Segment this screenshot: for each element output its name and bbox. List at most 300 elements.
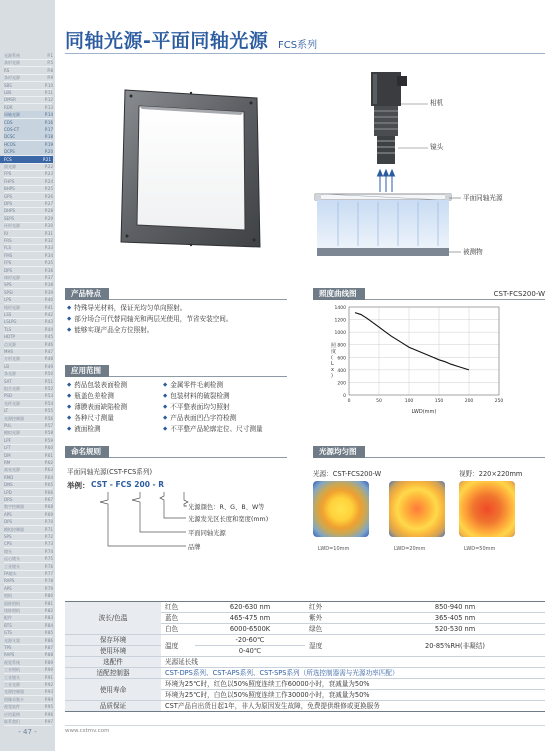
sidebar-item-page: P.23	[44, 171, 53, 177]
sidebar-item-label: RAPS	[4, 652, 15, 658]
sidebar-item-page: P.59	[44, 437, 53, 443]
application-item: ◆ 药品包装表面检测	[67, 380, 127, 391]
sidebar-item[interactable]	[4, 200, 53, 207]
sidebar-item[interactable]	[4, 355, 53, 362]
feature-item: ◆ 特殊导光材料，保证光均匀单向照射。	[67, 303, 232, 314]
sidebar-item-label: SPS	[4, 282, 12, 288]
sidebar-item[interactable]	[4, 178, 53, 185]
sidebar-item-label: LBS	[4, 90, 12, 95]
sidebar-item-label: 球形光源	[4, 275, 20, 280]
y-tick-label: 1200	[334, 318, 346, 324]
sidebar-item[interactable]	[4, 600, 53, 607]
sidebar-item[interactable]	[4, 385, 53, 392]
sidebar-item-page: P.87	[44, 645, 53, 650]
sidebar-item[interactable]	[4, 415, 53, 422]
heatmap-lwd-20	[389, 481, 445, 537]
spec-label: 波长/色温	[65, 602, 161, 635]
y-tick-label: 600	[337, 356, 346, 362]
sidebar-item[interactable]	[4, 111, 53, 118]
sidebar-item[interactable]	[4, 341, 53, 348]
features-list	[67, 303, 232, 336]
y-axis-label: 照度( L x )	[331, 343, 337, 379]
sidebar-item-page: P.29	[44, 215, 53, 221]
sidebar-item-label: DPS	[4, 519, 13, 525]
sidebar-item-page: P.10	[44, 82, 53, 88]
applications-col-2	[163, 380, 263, 435]
spec-cell: -20-60℃	[195, 635, 305, 646]
spec-cell: 20-85%RH(非凝结)	[365, 635, 545, 657]
sidebar-item-page: P.97	[44, 719, 53, 724]
sidebar-item[interactable]	[4, 540, 53, 547]
sidebar-item[interactable]	[4, 614, 53, 621]
sidebar-item-label: 光源控制器	[4, 415, 24, 421]
sidebar-item-page: P.32	[44, 238, 53, 243]
sidebar-item[interactable]	[4, 82, 53, 89]
label-object: 被测物	[463, 248, 483, 256]
naming-example-label: 举例：	[67, 481, 90, 490]
sidebar-item[interactable]	[4, 222, 53, 229]
sidebar-item-page: P.65	[44, 482, 53, 488]
sidebar-item-label: LPF	[4, 437, 11, 443]
sidebar-item[interactable]	[4, 459, 53, 466]
sidebar-item-page: P.19	[44, 141, 53, 147]
sidebar-item[interactable]	[4, 526, 53, 533]
sidebar-item[interactable]	[4, 696, 53, 703]
sidebar-item[interactable]	[4, 52, 53, 59]
sidebar-item[interactable]	[4, 607, 53, 614]
sidebar-item-page: P.89	[44, 659, 53, 665]
sidebar-item-label: RDR	[4, 104, 13, 110]
sidebar-item-page: P.84	[44, 622, 53, 628]
sidebar-item[interactable]	[4, 666, 53, 673]
sidebar-item-page: P.37	[44, 275, 53, 280]
sidebar-item[interactable]	[4, 333, 53, 340]
sidebar-item[interactable]	[4, 437, 53, 444]
sidebar-item[interactable]	[4, 318, 53, 325]
table-row	[65, 635, 545, 646]
x-tick-label: 100	[404, 399, 414, 404]
sidebar-item[interactable]	[4, 629, 53, 636]
application-item: ◆ 产品表面凹凸字符检测	[163, 413, 263, 424]
sidebar-item-page: P.95	[44, 704, 53, 710]
sidebar-item[interactable]	[4, 533, 53, 540]
sidebar-item-label: SEPS	[4, 215, 15, 221]
sidebar-item[interactable]	[4, 637, 53, 644]
sidebar-item-label: 方形光源	[4, 356, 20, 362]
naming-line-brand: 品牌	[188, 544, 201, 551]
sidebar-item-page: P.18	[44, 134, 53, 140]
sidebar-item-label: DHPS	[4, 208, 16, 214]
sidebar-item-page: P.64	[44, 474, 53, 480]
sidebar-item-label: TLS	[4, 326, 12, 332]
spec-cell: 光源延长线	[161, 657, 545, 668]
spec-cell: 蓝色	[161, 613, 195, 624]
sidebar-item[interactable]	[4, 74, 53, 81]
sidebar-item-page: P.55	[44, 408, 53, 414]
sidebar-item-page: P.40	[44, 297, 53, 303]
sidebar-item-page: P.44	[44, 326, 53, 332]
y-tick-label: 200	[337, 381, 346, 387]
page-number: - 47 -	[18, 728, 37, 736]
sidebar-item[interactable]	[4, 592, 53, 599]
sidebar-item-label: TPS	[4, 645, 12, 650]
spec-label: 使用寿命	[65, 679, 161, 701]
applications-header	[65, 365, 287, 377]
sidebar-item-page: P.66	[44, 489, 53, 495]
sidebar-item[interactable]	[4, 133, 53, 140]
sidebar-item-label: 组合光源	[4, 386, 20, 391]
sidebar	[0, 0, 55, 751]
spec-cell: 绿色	[305, 624, 365, 635]
sidebar-item[interactable]	[4, 511, 53, 518]
sidebar-item-label: 线阵相机	[4, 608, 20, 613]
sidebar-item-page: P.74	[44, 548, 53, 554]
sidebar-item-page: P.93	[44, 689, 53, 695]
sidebar-item[interactable]	[4, 215, 53, 222]
sidebar-item[interactable]	[4, 304, 53, 311]
sidebar-item[interactable]	[4, 59, 53, 66]
features-header	[65, 288, 287, 300]
spec-label: 选配件	[65, 657, 161, 668]
sidebar-item[interactable]	[4, 548, 53, 555]
sidebar-item[interactable]	[4, 585, 53, 592]
sidebar-item-label: DCPS	[4, 149, 15, 155]
sidebar-item-label: 相机	[4, 593, 12, 599]
sidebar-item-page: P.17	[44, 127, 53, 132]
sidebar-item-page: P.91	[44, 674, 53, 680]
sidebar-item-page: P.62	[44, 460, 53, 465]
sidebar-item-label: 环形光源	[4, 223, 20, 229]
sidebar-item-page: P.78	[44, 578, 53, 584]
sidebar-item[interactable]	[4, 348, 53, 355]
table-row	[65, 602, 545, 613]
sidebar-item[interactable]	[4, 207, 53, 214]
spec-cell: 环境为25℃时，白色以50%照度连续工作30000小时，衰减量为50%	[161, 690, 545, 701]
sidebar-item-label: BHPS	[4, 186, 15, 192]
sidebar-item[interactable]	[4, 489, 53, 496]
sidebar-item[interactable]	[4, 400, 53, 407]
sidebar-item-page: P.90	[44, 667, 53, 673]
sidebar-item-page: P.47	[44, 349, 53, 354]
sidebar-item-page: P.75	[44, 556, 53, 562]
sidebar-item-label: FHPS	[4, 178, 15, 184]
sidebar-item-page: P.63	[44, 467, 53, 473]
sidebar-item[interactable]	[4, 703, 53, 710]
sidebar-item[interactable]	[4, 622, 53, 629]
sidebar-item[interactable]	[4, 392, 53, 399]
sidebar-item-label: RMD	[4, 474, 14, 480]
spec-label: 保存环境	[65, 635, 161, 646]
x-tick-label: 150	[434, 399, 444, 404]
spec-cell: 环境为25℃时，红色以50%照度连续工作60000小时，衰减量为50%	[161, 679, 545, 690]
sidebar-item-label: FA镜头	[4, 571, 17, 576]
sidebar-item-label: FCS	[4, 156, 12, 162]
x-tick-label: 250	[494, 399, 504, 404]
sidebar-item-label: FRS	[4, 238, 12, 243]
sidebar-item[interactable]	[4, 688, 53, 695]
sidebar-item-page: P.58	[44, 430, 53, 436]
sidebar-item[interactable]	[4, 170, 53, 177]
heatmap-label: LWD=10mm	[318, 546, 350, 552]
spec-cell: 红外	[305, 602, 365, 613]
sidebar-item[interactable]	[4, 281, 53, 288]
product-image	[117, 84, 264, 253]
naming-heading: 命名规则	[65, 446, 109, 458]
sidebar-item[interactable]	[4, 326, 53, 333]
sidebar-item[interactable]	[4, 193, 53, 200]
sidebar-item-label: 联系我们	[4, 719, 20, 724]
sidebar-item-label: RS	[4, 67, 10, 73]
sidebar-item[interactable]	[4, 577, 53, 584]
sidebar-item-label: 视觉软件	[4, 704, 20, 710]
sidebar-item-page: P.50	[44, 371, 53, 377]
sidebar-item[interactable]	[4, 230, 53, 237]
sidebar-item[interactable]	[4, 496, 53, 503]
sidebar-item[interactable]	[4, 407, 53, 414]
sidebar-item-page: P.81	[44, 600, 53, 606]
sidebar-item[interactable]	[4, 422, 53, 429]
naming-example-code: CST - FCS 200 - R	[91, 480, 165, 489]
sidebar-item-page: P.61	[44, 452, 53, 458]
sidebar-item-page: P.77	[44, 571, 53, 576]
sidebar-item-page: P.56	[44, 415, 53, 421]
sidebar-item-label: COS	[4, 119, 13, 125]
sidebar-item-label: 工业镜头	[4, 563, 20, 569]
sidebar-item[interactable]	[4, 378, 53, 385]
sidebar-item-page: P.14	[44, 112, 53, 118]
sidebar-item-label: 工业相机	[4, 667, 20, 673]
sidebar-item[interactable]	[4, 311, 53, 318]
sidebar-item-label: DPS	[4, 267, 13, 273]
sidebar-item-page: P.60	[44, 445, 53, 451]
sidebar-item-label: RAPS	[4, 578, 15, 584]
plot-frame	[349, 307, 499, 395]
sidebar-item-label: 条光源	[4, 371, 16, 377]
sidebar-item-page: P.45	[44, 334, 53, 340]
y-tick-label: 400	[337, 368, 346, 374]
sidebar-item-page: P.96	[44, 711, 53, 717]
sidebar-item[interactable]	[4, 711, 53, 718]
curve-model: CST-FCS200-W	[493, 290, 545, 298]
sidebar-item-label: 高亮光源	[4, 467, 20, 473]
sidebar-item-page: P.85	[44, 630, 53, 636]
sidebar-item[interactable]	[4, 644, 53, 651]
sidebar-item[interactable]	[4, 89, 53, 96]
spec-cell: 白色	[161, 624, 195, 635]
sidebar-item-label: 工业光源	[4, 682, 20, 687]
x-axis-label: LWD(mm)	[411, 409, 437, 415]
sidebar-item[interactable]	[4, 518, 53, 525]
sidebar-item-label: APS	[4, 511, 12, 517]
sidebar-item[interactable]	[4, 148, 53, 155]
sidebar-item-page: P.25	[44, 186, 53, 192]
sidebar-item[interactable]	[4, 259, 53, 266]
sidebar-item-label: LPD	[4, 489, 12, 495]
illuminance-series-line	[355, 313, 469, 370]
sidebar-item-page: P.21	[42, 156, 51, 162]
sidebar-item[interactable]	[4, 563, 53, 570]
sidebar-item-label: GPS	[4, 193, 13, 199]
spec-cell: 红色	[161, 602, 195, 613]
uniformity-heading: 光源均匀图	[313, 446, 365, 458]
sidebar-item-label: 镜头	[4, 548, 12, 554]
sidebar-item-label: MHS	[4, 349, 13, 354]
sidebar-item-label: HDTP	[4, 334, 15, 340]
sidebar-item-label: SPS	[4, 534, 12, 539]
sidebar-item[interactable]	[4, 237, 53, 244]
table-row	[65, 679, 545, 690]
sidebar-item-page: P.49	[44, 363, 53, 369]
sidebar-item[interactable]	[4, 555, 53, 562]
title-divider	[65, 53, 545, 54]
sidebar-item[interactable]	[4, 466, 53, 473]
sidebar-item[interactable]	[4, 370, 53, 377]
sidebar-item[interactable]	[4, 429, 53, 436]
sidebar-item[interactable]	[4, 163, 53, 170]
sidebar-item-page: P.54	[44, 400, 53, 406]
sidebar-item-label: FPS	[4, 171, 12, 177]
spec-cell: 6000-6500K	[195, 624, 305, 635]
x-tick-label: 0	[347, 399, 351, 404]
sidebar-item-page: P.69	[44, 511, 53, 517]
sidebar-item-page: P.26	[44, 193, 53, 199]
heatmap-lwd-50	[459, 481, 515, 537]
heatmap-label: LWD=20mm	[394, 546, 426, 552]
spec-cell: 湿度	[305, 635, 365, 657]
sidebar-item-page: P.35	[44, 260, 53, 266]
sidebar-item-label: GTS	[4, 630, 12, 636]
sidebar-item[interactable]	[4, 104, 53, 111]
sidebar-item-label: 光源控制器	[4, 689, 24, 695]
sidebar-item-page: P.38	[44, 282, 53, 288]
sidebar-item[interactable]	[4, 363, 53, 370]
sidebar-item[interactable]	[4, 267, 53, 274]
sidebar-item[interactable]	[4, 67, 53, 74]
x-tick-label: 200	[464, 399, 474, 404]
sidebar-item-page: P.41	[44, 304, 53, 310]
sidebar-item-page: P.70	[44, 519, 53, 525]
sidebar-item[interactable]	[4, 474, 53, 481]
sidebar-item[interactable]	[4, 289, 53, 296]
spec-cell: CST产品自出货日起1年，非人为原因发生故障，免费提供维修或更换服务	[161, 701, 545, 712]
illuminance-chart	[313, 303, 543, 418]
application-item: ◆ 薄膜表面缺陷检测	[67, 402, 127, 413]
sidebar-item-page: P.27	[44, 201, 53, 206]
sidebar-item[interactable]	[4, 185, 53, 192]
sidebar-item[interactable]	[4, 444, 53, 451]
x-tick-label: 50	[376, 399, 382, 404]
sidebar-item-page: P.13	[44, 104, 53, 110]
label-coaxial-light: 平面同轴光源	[463, 194, 503, 202]
spec-cell: 520-530 nm	[365, 624, 545, 635]
sidebar-item[interactable]	[4, 651, 53, 658]
uniformity-header	[313, 446, 545, 458]
sidebar-item-label: 光源系统	[4, 53, 20, 58]
sidebar-item-page: P.33	[44, 245, 53, 251]
table-row	[65, 701, 545, 712]
sidebar-item-page: P.22	[44, 164, 53, 169]
sidebar-item-label: COS-CT	[4, 127, 20, 132]
sidebar-item-page: P.16	[44, 119, 53, 125]
sidebar-item[interactable]	[4, 681, 53, 688]
sidebar-item-label: 数字控制器	[4, 504, 24, 510]
sidebar-item-label: RI	[4, 230, 8, 236]
page-subtitle: FCS系列	[278, 40, 318, 51]
sidebar-item[interactable]	[4, 452, 53, 459]
sidebar-item-page: P.34	[44, 252, 53, 258]
sidebar-item-label: BTS	[4, 622, 12, 628]
sidebar-item[interactable]	[4, 296, 53, 303]
sidebar-item-page: P.82	[44, 608, 53, 613]
y-tick-label: 800	[337, 343, 346, 349]
sidebar-item-label: 模拟光源	[4, 430, 20, 436]
sidebar-item[interactable]	[4, 570, 53, 577]
curve-heading: 照度曲线图	[313, 288, 365, 300]
naming-line-type: 平面同轴光源	[188, 530, 226, 537]
sidebar-item[interactable]	[0, 156, 53, 163]
sidebar-item-page: P.68	[44, 504, 53, 510]
sidebar-item[interactable]	[4, 119, 53, 126]
sidebar-item-page: P.57	[44, 423, 53, 428]
sidebar-item[interactable]	[4, 503, 53, 510]
sidebar-item[interactable]	[4, 659, 53, 666]
sidebar-item-page: P.79	[44, 585, 53, 591]
spec-cell: 365-405 nm	[365, 613, 545, 624]
sidebar-item-page: P.92	[44, 682, 53, 687]
sidebar-item[interactable]	[4, 96, 53, 103]
sidebar-item-label: DM	[4, 452, 11, 458]
sidebar-item-label: 光纤光源	[4, 400, 20, 406]
sidebar-item-label: DPS	[4, 201, 13, 206]
sidebar-item-label: PSD	[4, 393, 13, 399]
naming-line-size: 光源发光区长度和宽度(mm)	[188, 516, 269, 523]
sidebar-item-label: 远心镜头	[4, 556, 20, 562]
spec-cell: 620-630 nm	[195, 602, 305, 613]
sidebar-item-label: PUL	[4, 423, 12, 428]
spec-cell: 紫外	[305, 613, 365, 624]
spec-cell: CST-DPS系列、CST-APS系列、CST-SPS系列（所选控制器需与光源功率匹配）	[161, 668, 545, 679]
label-camera: 相机	[430, 99, 444, 107]
naming-brackets	[60, 488, 310, 560]
sidebar-item-label: LB	[4, 363, 9, 369]
footer-url: www.cstmv.com	[65, 728, 110, 734]
sidebar-item[interactable]	[4, 674, 53, 681]
sidebar-item-page: P.43	[44, 319, 53, 325]
application-item: ◆ 液面检测	[67, 424, 127, 435]
sidebar-item-label: DRS	[4, 497, 13, 502]
sidebar-item[interactable]	[4, 244, 53, 251]
sidebar-separator	[4, 725, 52, 726]
sidebar-item-page: P.5	[47, 60, 53, 66]
sidebar-item-page: P.71	[44, 526, 53, 532]
sidebar-item[interactable]	[4, 718, 53, 725]
sidebar-item[interactable]	[4, 252, 53, 259]
sidebar-item-label: 配件	[4, 615, 12, 621]
sidebar-item[interactable]	[4, 141, 53, 148]
spec-label: 适配控制器	[65, 668, 161, 679]
sidebar-item-page: P.88	[44, 652, 53, 658]
sidebar-item-label: RM	[4, 460, 11, 465]
sidebar-item-label: 模拟控制器	[4, 526, 24, 532]
application-item: ◆ 瓶盖色差检测	[67, 391, 127, 402]
sidebar-item-label: SAT	[4, 378, 12, 384]
sidebar-item-label: FPS	[4, 260, 12, 266]
sidebar-item-page: P.8	[47, 67, 53, 73]
sidebar-item[interactable]	[4, 481, 53, 488]
sidebar-item[interactable]	[4, 126, 53, 133]
naming-header	[65, 446, 287, 458]
sidebar-item[interactable]	[4, 274, 53, 281]
